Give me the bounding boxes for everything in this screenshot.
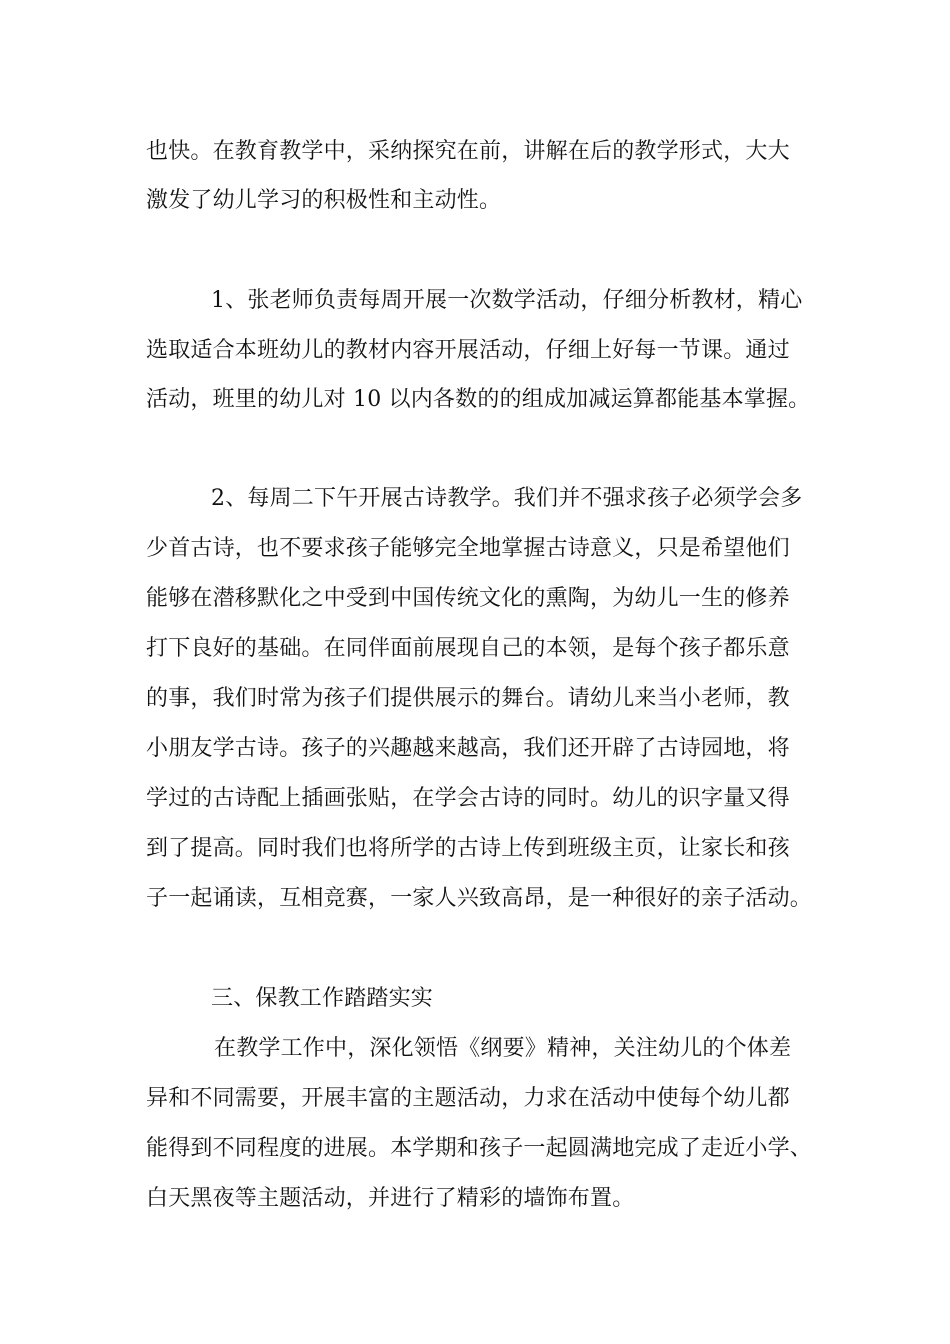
paragraph-line: 2、每周二下午开展古诗教学。我们并不强求孩子必须学会多 [211, 486, 803, 511]
paragraph-line: 选取适合本班幼儿的教材内容开展活动，仔细上好每一节课。通过 [146, 338, 790, 363]
paragraph-line: 到了提高。同时我们也将所学的古诗上传到班级主页，让家长和孩 [146, 836, 790, 861]
paragraph-line: 打下良好的基础。在同伴面前展现自己的本领，是每个孩子都乐意 [146, 636, 790, 661]
paragraph-line: 白天黑夜等主题活动，并进行了精彩的墙饰布置。 [146, 1186, 635, 1211]
paragraph-line: 能得到不同程度的进展。本学期和孩子一起圆满地完成了走近小学、 [146, 1136, 813, 1161]
paragraph-line: 能够在潜移默化之中受到中国传统文化的熏陶，为幼儿一生的修养 [146, 586, 790, 611]
paragraph-line: 小朋友学古诗。孩子的兴趣越来越高，我们还开辟了古诗园地，将 [146, 736, 790, 761]
paragraph-line: 的事，我们时常为孩子们提供展示的舞台。请幼儿来当小老师，教 [146, 686, 790, 711]
paragraph-line: 也快。在教育教学中，采纳探究在前，讲解在后的教学形式，大大 [146, 139, 790, 164]
paragraph-line: 子一起诵读，互相竞赛，一家人兴致高昂，是一种很好的亲子活动。 [146, 886, 813, 911]
paragraph-line: 少首古诗，也不要求孩子能够完全地掌握古诗意义，只是希望他们 [146, 536, 790, 561]
paragraph-line: 在教学工作中，深化领悟《纲要》精神，关注幼儿的个体差 [214, 1036, 792, 1061]
paragraph-line: 激发了幼儿学习的积极性和主动性。 [146, 188, 502, 213]
paragraph-line: 异和不同需要，开展丰富的主题活动，力求在活动中使每个幼儿都 [146, 1086, 790, 1111]
paragraph-line: 活动，班里的幼儿对 10 以内各数的的组成加减运算都能基本掌握。 [146, 387, 811, 412]
paragraph-line: 1、张老师负责每周开展一次数学活动，仔细分析教材，精心 [211, 288, 803, 313]
section-heading: 三、保教工作踏踏实实 [211, 986, 434, 1011]
paragraph-line: 学过的古诗配上插画张贴，在学会古诗的同时。幼儿的识字量又得 [146, 786, 790, 811]
